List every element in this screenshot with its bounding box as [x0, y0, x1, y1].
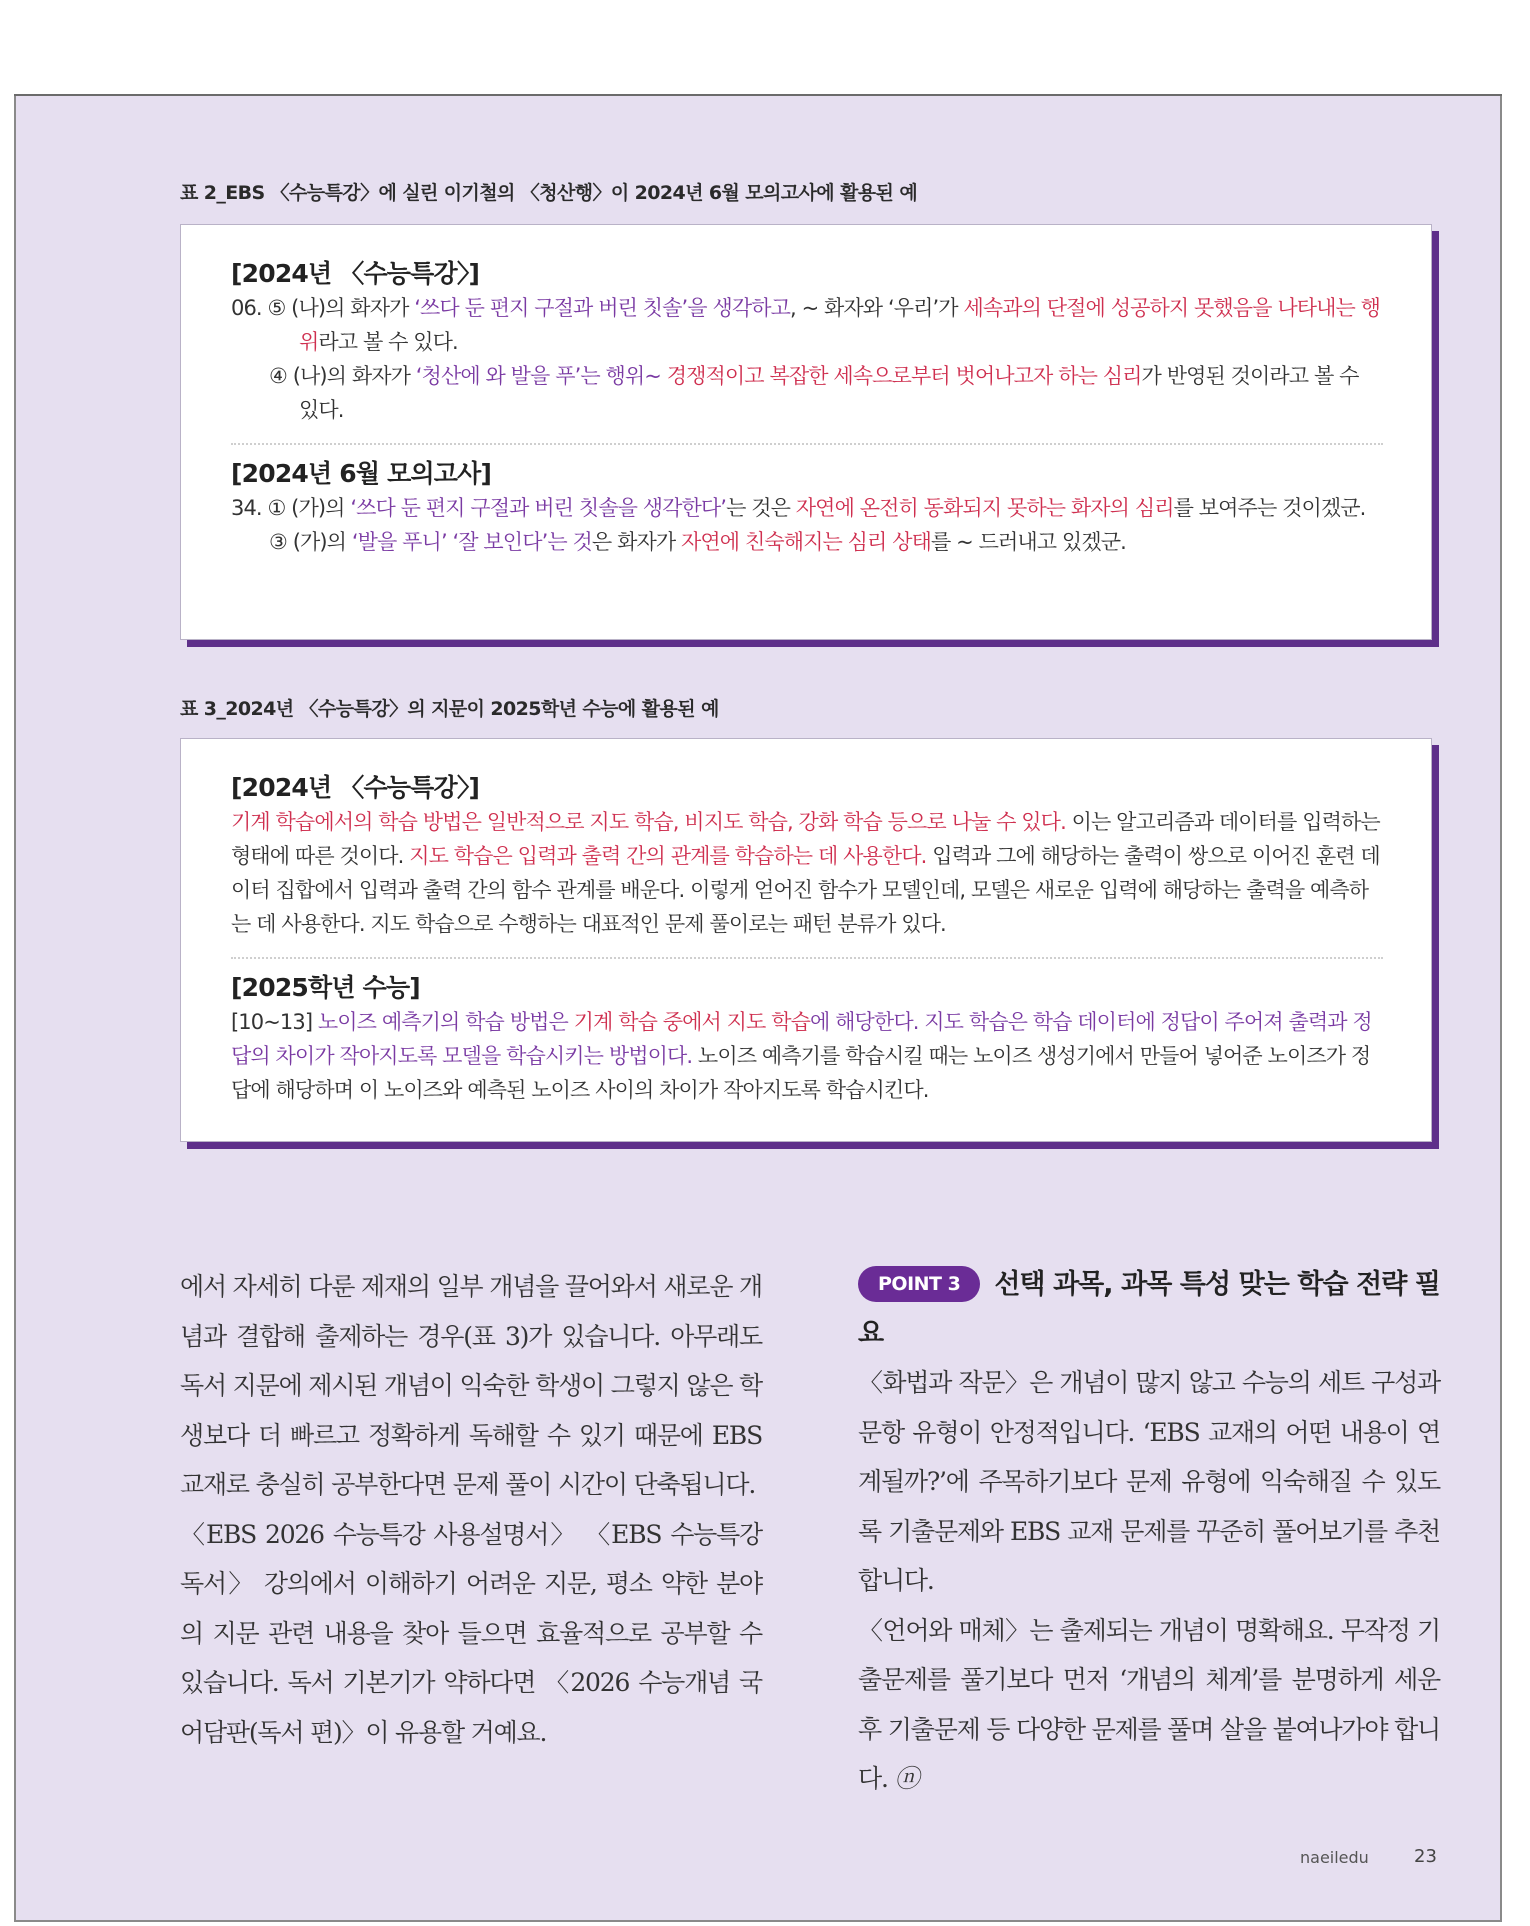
point3-heading-block [858, 1260, 1440, 1358]
highlight-red: 경쟁적이고 복잡한 세속으로부터 벗어나고자 하는 심리 [666, 364, 1142, 388]
highlight-red: 지도 학습은 입력과 출력 간의 관계를 학습하는 데 사용한다. [409, 844, 927, 868]
table2-line4 [231, 525, 1383, 559]
page-number: 23 [1414, 1846, 1437, 1867]
footer-brand: naeiledu [1300, 1848, 1369, 1867]
table3-block1-title: [2024년 〈수능특강〉] [231, 773, 480, 802]
table2-block2-title: [2024년 6월 모의고사] [231, 459, 492, 488]
point3-badge: POINT 3 [858, 1266, 980, 1302]
highlight-purple: ‘쓰다 둔 편지 구절과 버린 칫솔을 생각한다’ [350, 496, 727, 520]
highlight-purple: 노이즈 예측기의 학습 방법은 [317, 1010, 574, 1034]
table2-block1-title: [2024년 〈수능특강〉] [231, 259, 480, 288]
text: 를 ~ 드러내고 있겠군. [930, 530, 1126, 554]
right-paragraph-1: 〈화법과 작문〉은 개념이 많지 않고 수능의 세트 구성과 문항 유형이 안정적입니다. ‘EBS 교재의 어떤 내용이 연계될까?’에 주목하기보다 문제 유형에 익숙해질 수 있도록 기출문제와 EBS 교재 문제를 꾸준히 풀어보기를 추천합니다. [858, 1368, 1440, 1595]
table3-box [180, 738, 1432, 1142]
highlight-red: 기계 학습에서의 학습 방법은 일반적으로 지도 학습, 비지도 학습, 강화 학습 등으로 나눌 수 있다. [231, 810, 1066, 834]
text: , ~ 화자와 ‘우리’가 [790, 296, 964, 320]
text: 06. ⑤ (나)의 화자가 [231, 296, 415, 320]
text: 를 보여주는 것이겠군. [1173, 496, 1366, 520]
table3-paragraph1 [231, 805, 1383, 941]
dotted-divider [231, 443, 1383, 445]
table2-line3 [231, 491, 1383, 525]
text: 가 반영된 것이라고 볼 수 있다. [299, 364, 1359, 422]
left-column [180, 1262, 762, 1757]
text: 은 화자가 [591, 530, 682, 554]
point3-heading: 선택 과목, 과목 특성 맞는 학습 전략 필요 [858, 1269, 1440, 1349]
text: 34. ① (가)의 [231, 496, 351, 520]
table2-line2 [231, 359, 1383, 427]
highlight-purple: ‘발을 푸니’ ‘잘 보인다’는 것 [351, 530, 592, 554]
end-mark-icon: ⓝ [894, 1764, 919, 1793]
right-paragraph-2 [858, 1606, 1440, 1804]
top-header-band [14, 0, 1502, 96]
highlight-purple: ‘쓰다 둔 편지 구절과 버린 칫솔’을 생각하고 [414, 296, 791, 320]
text: 이는 알고리즘과 데이터를 입력하는 형태에 따른 것이다. [231, 810, 1380, 868]
table3-block2-title: [2025학년 수능] [231, 973, 420, 1002]
highlight-red: 기계 학습 중에서 지도 학습 [573, 1010, 810, 1034]
text: ④ (나)의 화자가 [269, 364, 416, 388]
text: 노이즈 예측기를 학습시킬 때는 노이즈 생성기에서 만들어 넣어준 노이즈가 정답에 해당하며 이 노이즈와 예측된 노이즈 사이의 차이가 작아지도록 학습시킨다. [231, 1044, 1371, 1102]
highlight-purple: ‘청산에 와 발을 푸’는 행위~ [415, 364, 667, 388]
dotted-divider [231, 957, 1383, 959]
table3-caption: 표 3_2024년 〈수능특강〉의 지문이 2025학년 수능에 활용된 예 [180, 698, 719, 720]
left-paragraph-2: 〈EBS 2026 수능특강 사용설명서〉 〈EBS 수능특강 독서〉 강의에서 이해하기 어려운 지문, 평소 약한 분야의 지문 관련 내용을 찾아 들으면 효율적으로 공부할 수 있습니다. 독서 기본기가 약하다면 〈2026 수능개념 국어담판(독서 편)〉이 유용할 거예요. [180, 1519, 762, 1747]
table2-line1 [231, 291, 1383, 359]
highlight-red: 세속과의 단절에 성공하지 못했음을 나타내는 행위 [299, 296, 1381, 354]
highlight-purple: 지도 학습은 학습 데이터에 정답이 주어져 출력과 정답의 차이가 작아지도록 모델을 학습시키는 방법이다. [231, 1010, 1372, 1068]
text: 는 것은 [726, 496, 796, 520]
table3-paragraph2 [231, 1005, 1383, 1107]
table2-box [180, 224, 1432, 640]
highlight-red: 자연에 친숙해지는 심리 상태 [681, 530, 931, 554]
left-paragraph-1: 에서 자세히 다룬 제재의 일부 개념을 끌어와서 새로운 개념과 결합해 출제하는 경우(표 3)가 있습니다. 아무래도 독서 지문에 제시된 개념이 익숙한 학생이 그렇지 않은 학생보다 더 빠르고 정확하게 독해할 수 있기 때문에 EBS 교재로 충실히 공부한다면 문제 풀이 시간이 단축됩니다. [180, 1272, 762, 1499]
highlight-purple: 에 해당한다. [810, 1010, 925, 1034]
text: ③ (가)의 [269, 530, 352, 554]
text: 〈언어와 매체〉는 출제되는 개념이 명확해요. 무작정 기출문제를 풀기보다 먼저 ‘개념의 체계’를 분명하게 세운 후 기출문제 등 다양한 문제를 풀며 살을 붙여나가야 합니다. [858, 1615, 1440, 1793]
text: 입력과 그에 해당하는 출력이 쌍으로 이어진 훈련 데이터 집합에서 입력과 출력 간의 함수 관계를 배운다. 이렇게 얻어진 함수가 모델인데, 모델은 새로운 입력에 해당하는 출력을 예측하는 데 사용한다. 지도 학습으로 수행하는 대표적인 문제 풀이로는 패턴 분류가 있다. [231, 844, 1380, 936]
highlight-red: 자연에 온전히 동화되지 못하는 화자의 심리 [795, 496, 1174, 520]
text: 라고 볼 수 있다. [318, 330, 458, 354]
table2-caption: 표 2_EBS 〈수능특강〉에 실린 이기철의 〈청산행〉이 2024년 6월 모의고사에 활용된 예 [180, 182, 918, 204]
question-number: [10~13] [231, 1010, 318, 1034]
right-column [858, 1260, 1440, 1804]
